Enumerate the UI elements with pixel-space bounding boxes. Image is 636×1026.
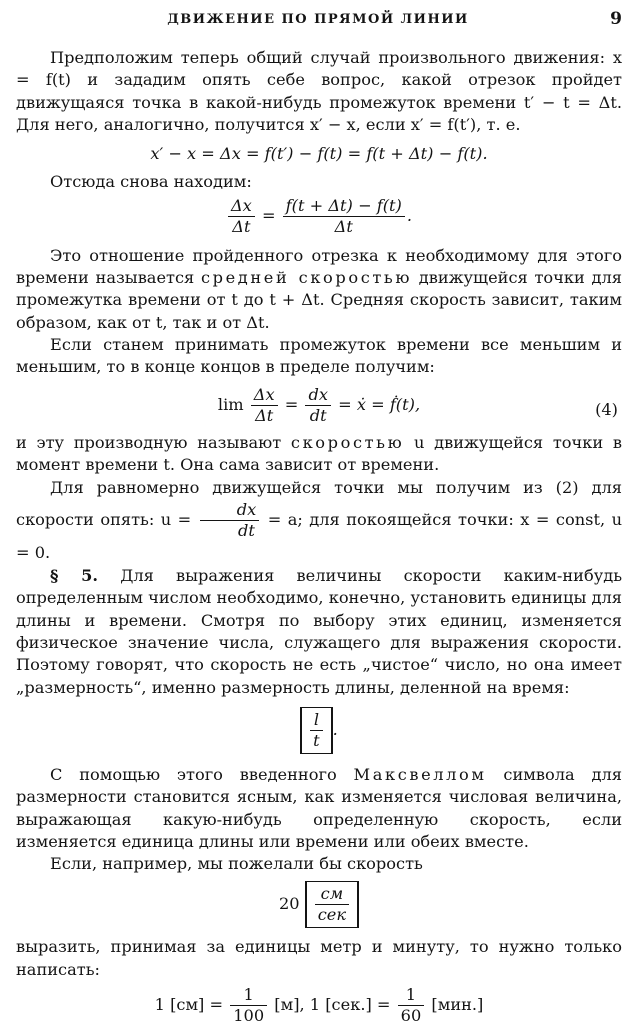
equation-displacement: x′ − x = Δx = f(t′) − f(t) = f(t + Δt) − f(t). <box>150 144 488 164</box>
text-run: Для выражения величины скорости каким-нибудь определенным числом необходимо, конечно, установить единицы для длины и времени. Смотря по выбору этих единиц, изменяется физическое значение числа, служащего для выражения скорости. Поэтому говорят, что скорость не есть „чистое“ число, но она имеет „размерность“, именно размерность длины, деленной на время: <box>16 566 623 697</box>
text-run: 1 [см] = <box>154 995 229 1015</box>
numerator: l <box>310 710 323 731</box>
paragraph-section-5 <box>16 565 622 699</box>
fraction-derivative <box>305 385 331 426</box>
coefficient: 20 <box>278 894 300 914</box>
spaced-term: скоростью <box>290 432 405 452</box>
denominator: 60 <box>400 1006 422 1026</box>
running-header <box>0 8 636 34</box>
period: . <box>406 205 412 225</box>
equation-unit-conversion <box>16 985 622 1026</box>
text-run: символа для размерности становится ясным, как изменяется числовая величина, выражающая какую-нибудь определенную скорость, если изменяется единица длины или времени или обеих вместе. <box>16 764 622 851</box>
denominator: t <box>313 730 320 750</box>
numerator: dx <box>200 500 260 521</box>
denominator: dt <box>238 521 255 541</box>
fraction-sixtieth <box>398 985 425 1026</box>
page-body <box>16 47 622 1026</box>
paragraph-mean-velocity <box>16 245 622 334</box>
equation-number: (4) <box>595 399 618 419</box>
text-run: и эту производную называют <box>16 432 291 452</box>
denominator: dt <box>309 405 327 425</box>
numerator: dx <box>305 385 331 406</box>
fraction-dimension <box>310 710 323 751</box>
unit-bracket <box>305 881 359 928</box>
fraction-derivative <box>200 500 260 541</box>
equation-tail: = ẋ = ḟ(t), <box>338 394 421 414</box>
text-run: [мин.] <box>431 995 484 1015</box>
text-run: движущейся точки для промежутка времени от t до t + Δt. Средняя скорость зависит, таким образом, как от t, так и от Δt. <box>16 268 622 332</box>
chapter-title: ДВИЖЕНИЕ ПО ПРЯМОЙ ЛИНИИ <box>167 12 469 27</box>
equation-dimension <box>16 707 622 754</box>
paragraph-example: Если, например, мы пожелали бы скорость <box>50 854 423 874</box>
text-run: = a; для покоящейся точки: x = const, u = 0. <box>16 510 623 563</box>
paragraph-general-motion: Предположим теперь общий случай произвольного движения: x = f(t) и зададим опять себе вопрос, какой отрезок пройдет движущаяся точка в какой-нибудь промежуток времени t′ − t = Δt. Для него, аналогично, получится x′ − x, если x′ = f(t′), т. е. <box>16 48 622 134</box>
denominator: Δt <box>334 216 353 236</box>
text-run: u движущейся точки в момент времени t. Она сама зависит от времени. <box>16 432 622 474</box>
text-run: Это отношение пройденного отрезка к необходимому для этого времени называется <box>16 245 622 288</box>
paragraph-maxwell <box>16 764 622 853</box>
dimension-bracket <box>300 707 333 754</box>
fraction-delta <box>251 385 278 426</box>
fraction-delta <box>228 196 255 237</box>
denominator: сек <box>317 905 347 925</box>
paragraph-express: выразить, принимая за единицы метр и минуту, то нужно только написать: <box>16 937 622 979</box>
fraction-hundredth <box>230 985 267 1026</box>
lim-operator: lim <box>217 394 244 414</box>
fraction-units <box>315 884 349 925</box>
paragraph-hence: Отсюда снова находим: <box>50 172 252 192</box>
page-number: 9 <box>610 9 622 29</box>
numerator: Δx <box>228 196 255 217</box>
text-run: Для равномерно движущейся точки мы получим из (2) для скорости опять: u = <box>16 478 622 530</box>
numerator: см <box>315 884 349 905</box>
equation-4: lim $\frac{\Delta x}{\Delta t}$ = $\frac{dx}{dt}$ = ẋ = ḟ(t), (4) <box>217 384 618 425</box>
numerator: f(t + Δt) − f(t) <box>283 196 405 217</box>
spaced-term: Максвеллом <box>353 764 487 784</box>
text-run: [м], 1 [сек.] = <box>274 995 396 1015</box>
period: . <box>332 719 338 739</box>
paragraph-uniform <box>16 476 622 565</box>
denominator: 100 <box>233 1006 265 1026</box>
paragraph-limit: Если станем принимать промежуток времени все меньшим и меньшим, то в конце концов в пределе получим: <box>16 334 622 377</box>
fraction-mean <box>283 196 405 237</box>
denominator: Δt <box>255 405 274 425</box>
numerator: 1 <box>230 985 267 1006</box>
numerator: 1 <box>398 985 425 1006</box>
equation-speed-value <box>16 881 622 928</box>
numerator: Δx <box>251 385 278 406</box>
paragraph-velocity <box>16 432 622 477</box>
equation-mean-ratio: $\frac{\Delta x}{\Delta t}$ = $\frac{f(t + \Delta t) - f(t)}{\Delta t}$ . <box>16 196 622 237</box>
denominator: Δt <box>232 216 251 236</box>
text-run: С помощью этого введенного <box>50 764 354 784</box>
section-mark: § 5. <box>50 566 99 586</box>
spaced-term: средней скоростью <box>201 268 413 288</box>
